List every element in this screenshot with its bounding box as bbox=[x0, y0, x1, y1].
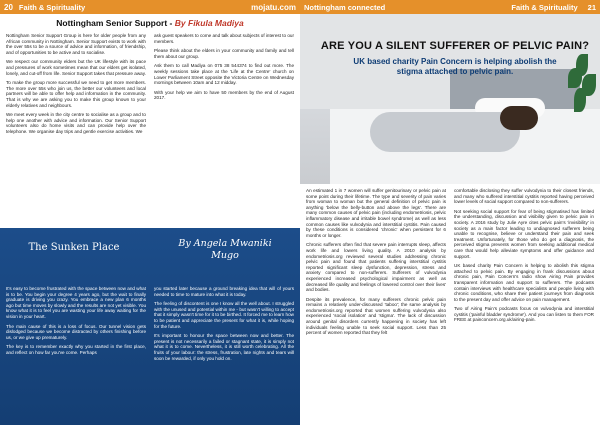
paragraph: UK based charity Pain Concern is helping to abolish this stigma attached to pelvic pain. By engaging in frank discussions about chronic pain, Pain Concern's radio show Airing Pain provides transparent information and support to sufferers. The podcasts contain interviews with healthcare specialists and people living with chronic conditions, who share their patient journeys from diagnosis to the present day and offer advice on pain management. bbox=[454, 263, 594, 302]
article3-column-1 bbox=[306, 188, 446, 424]
paragraph: It's important to honour the space between now and better. The present is not necessarily a failed or stagnant state, it is simply not what it is to come. Nevertheless, it is still worth celebrating. All the fruits of your labour: the stress, frustration, late nights and tears will soon be rewarded, if only you hold on. bbox=[154, 333, 294, 361]
article2-column-1 bbox=[6, 286, 146, 424]
article1-byline: By Fikula Madiya bbox=[174, 18, 244, 28]
paragraph: With your help we aim to have 50 members by the end of August 2017. bbox=[154, 89, 294, 101]
paragraph: It's easy to become frustrated with the space between now and what is to be. You begin your degree 4 years ago, but the wait to finally graduate is driving you crazy. You embrace a new plan 6 months ago but time moves by slowly and the results are not yet visible. You know what it is to feel you are wasting your life away waiting for the vision in your heart. bbox=[6, 286, 146, 319]
paragraph: ask guest speakers to come and talk about subjects of interest to our members. bbox=[154, 33, 294, 44]
article1-title: Nottingham Senior Support - bbox=[56, 18, 173, 28]
paragraph: The key is to remember exactly why you started in the first place, and reflect on how far you've come. Perhaps bbox=[6, 344, 146, 355]
paragraph: Please think about the elders in your community and family and tell them about our group. bbox=[154, 48, 294, 59]
paragraph: Chronic sufferers often find that severe pain interrupts sleep, affects work life and lowers living quality. A 2010 analysis by endometriosis.org reviewed several studies addressing chronic pelvic pain and found that patients suffering interstitial cystitis reported significant sleep dysfunction, depression, stress and anxiety compared to non-sufferers. Sufferers of vulvodynia experienced increased psychological impairment as well as decreased life quality and feelings of lowered control over their lives' and bodies. bbox=[306, 242, 446, 293]
article3-column-2 bbox=[454, 188, 594, 424]
paragraph: To make the group more successful we need to get more members. The more over 55s who join us, the better our volunteers and local partners will be able to offer help and information in the community. That is why we are asking you to make this group known to your elderly relatives and neighbours. bbox=[6, 80, 146, 108]
person-hair bbox=[500, 106, 538, 130]
article2-title: The Sunken Place bbox=[28, 242, 120, 253]
paragraph: Ask them to call Madiya on 075 38 544374 to find out more. The weekly sessions take place at the 'Life at the Centre' church on Lower Parliament Street opposite the Victoria Centre on Wednesday mornings between 10am and 12 midday. bbox=[154, 63, 294, 86]
right-page-number: 21 bbox=[587, 2, 596, 12]
article2-column-2 bbox=[154, 286, 294, 424]
article3-body bbox=[306, 188, 594, 424]
paragraph: Not seeking social support for fear of being stigmatised has limited the understanding, discussion and visibility given to pelvic pain in society. A 2016 study by Julie Ayre cites pelvic pain's 'invisibility' in society as a main factor leading to undiagnosed sufferers being unable to recognise, believe or understand their pain and seek treatment. Unfortunately, for those who do get a diagnosis, the perceived stigma prevents women from seeking additional medical care that would help alleviate symptoms and offer guidance and support. bbox=[454, 208, 594, 259]
article1-column-2 bbox=[154, 33, 294, 228]
paragraph: you started later because a ground breaking idea that will of yours needed to time to mature into what it is today. bbox=[154, 286, 294, 297]
paragraph: Despite its prevalence, for many sufferers chronic pelvic pain remains a relatively under-discussed 'taboo'; the same analysis by endometriosis.org reported that women suffering vulvodynia also experienced 'social isolation' and 'stigma'. The lack of discussion around genital disorders currently happening in society has left individuals feeling unable to seek social support. Less than 25 percent of women reported that they felt bbox=[306, 296, 446, 336]
right-section-label: Faith & Spirituality bbox=[511, 2, 578, 12]
article3-subtitle: UK based charity Pain Concern is helping abolish the stigma attached to pelvic pain. bbox=[353, 57, 557, 76]
paragraph: We meet every week in the city centre to socialise as a group and to help one another with advice and information. Our Senior Support volunteers also do home visits and can provide help over the telephone. We organise day trips and gentle exercise activities. We bbox=[6, 112, 146, 134]
person-silhouette bbox=[370, 112, 520, 152]
left-page-number: 20 bbox=[4, 2, 13, 12]
article1-body bbox=[6, 33, 294, 228]
right-section-left: Nottingham connected bbox=[304, 2, 386, 12]
paragraph: We respect our community elders but the UK lifestyle with its pace and pressures of work sometimes mean that our elders get isolated, lonely, and cut-off from life. Senior Support takes that pressure away. bbox=[6, 59, 146, 76]
right-header-bar bbox=[300, 0, 600, 14]
paragraph: Two of Airing Pain's podcasts focus on vulvodynia and interstitial cystitis ('painful bladder syndrome'). And you can listen to them FOR FREE at painconcern.org.uk/airing-pain. bbox=[454, 306, 594, 323]
site-name[interactable]: mojatu.com bbox=[251, 2, 296, 12]
plant-icon bbox=[568, 54, 598, 114]
paragraph: The main cause of this is a loss of focus. Our tunnel vision gets dislodged because we become distracted by others finishing before us, or we give up prematurely. bbox=[6, 323, 146, 340]
article2-body bbox=[6, 286, 294, 424]
article1-column-1 bbox=[6, 33, 146, 228]
right-page bbox=[300, 0, 600, 425]
paragraph: Nottingham Senior Support Group is here for older people from any African community in Nottingham. Senior Support exists to work with the over 55s to be a source of advice and information, of friendship, and of opportunities to be active and to socialise. bbox=[6, 33, 146, 55]
paragraph: comfortable disclosing they suffer vulvodynia to their closest friends, and many who suffered interstitial cystitis reported having perceived lower levels of social support compared to non-sufferers. bbox=[454, 188, 594, 205]
paragraph: The feeling of discontent is one I know all the well about. I struggled with the unused and potential within me - but wasn't willing to accept that it simply wasn't time for it to be birthed. It forced me to learn how to be patient and appreciate the present for what it is, while hoping for the future. bbox=[154, 301, 294, 329]
paragraph: An estimated 1 in 7 women will suffer genitourinary or pelvic pain at some point during their lifetime. The type and severity of pain varies from woman to woman but the general definition of pelvic pain is anything 'below the belly-button and above the legs'. There are many common causes of pelvic pain (including endometriosis, pelvic inflammatory disease and irritable bowel syndrome) as well as less common causes like vulvodynia and interstitial cystitis. Pain caused by these conditions is considered 'chronic' when persistent for 6 months or longer. bbox=[306, 188, 446, 238]
article3-title: ARE YOU A SILENT SUFFERER OF PELVIC PAIN? bbox=[320, 40, 590, 52]
left-header-bar bbox=[0, 0, 300, 14]
article1-headline bbox=[8, 18, 292, 28]
left-section-label: Faith & Spirituality bbox=[18, 2, 86, 12]
article2-byline: By Angela Mwaniki Mugo bbox=[178, 238, 272, 261]
